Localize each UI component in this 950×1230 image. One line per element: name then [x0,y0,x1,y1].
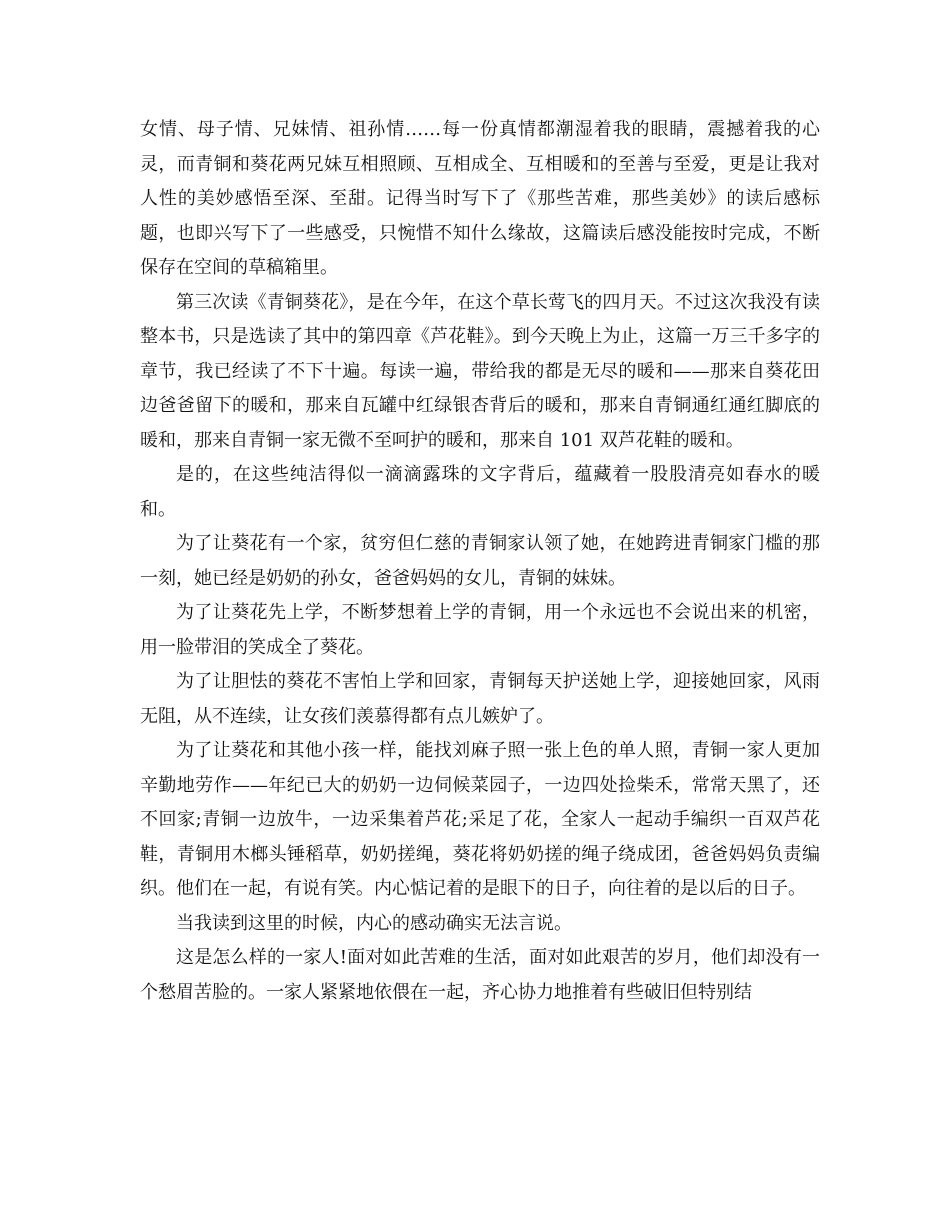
paragraph-1: 女情、母子情、兄妹情、祖孙情……每一份真情都潮湿着我的眼睛，震撼着我的心灵，而青铜和葵花两兄妹互相照顾、互相成全、互相暖和的至善与至爱，更是让我对人性的美妙感悟至深、至甜。记得当时写下了《那些苦难，那些美妙》的读后感标题，也即兴写下了一些感受，只惋惜不知什么缘故，这篇读后感没能按时完成，不断保存在空间的草稿箱里。 [140,119,820,278]
paragraph-5: 为了让葵花先上学，不断梦想着上学的青铜，用一个永远也不会说出来的机密，用一脸带泪的笑成全了葵花。 [140,602,820,658]
paragraph-7: 为了让葵花和其他小孩一样，能找刘麻子照一张上色的单人照，青铜一家人更加辛勤地劳作——年纪已大的奶奶一边伺候菜园子，一边四处捡柴禾，常常天黑了，还不回家;青铜一边放牛，一边采集着芦花;采足了花，全家人一起动手编织一百双芦花鞋，青铜用木榔头锤稻草，奶奶搓绳，葵花将奶奶搓的绳子绕成团，爸爸妈妈负责编织。他们在一起，有说有笑。内心惦记着的是眼下的日子，向往着的是以后的日子。 [140,740,820,899]
paragraph-8: 当我读到这里的时候，内心的感动确实无法言说。 [176,912,572,934]
document-body [140,113,820,1010]
paragraph-6: 为了让胆怯的葵花不害怕上学和回家，青铜每天护送她上学，迎接她回家，风雨无阻，从不连续，让女孩们羡慕得都有点儿嫉妒了。 [140,671,820,727]
paragraph-4: 为了让葵花有一个家，贫穷但仁慈的青铜家认领了她，在她跨进青铜家门槛的那一刻，她已经是奶奶的孙女，爸爸妈妈的女儿，青铜的妹妹。 [140,533,820,589]
paragraph-3: 是的，在这些纯洁得似一滴滴露珠的文字背后，蕴藏着一股股清亮如春水的暖和。 [140,464,820,520]
paragraph-9: 这是怎么样的一家人!面对如此苦难的生活，面对如此艰苦的岁月，他们却没有一个愁眉苦脸的。一家人紧紧地依偎在一起，齐心协力地推着有些破旧但特别结 [140,947,820,1003]
paragraph-2: 第三次读《青铜葵花》，是在今年，在这个草长莺飞的四月天。不过这次我没有读整本书，只是选读了其中的第四章《芦花鞋》。到今天晚上为止，这篇一万三千多字的章节，我已经读了不下十遍。每读一遍，带给我的都是无尽的暖和——那来自葵花田边爸爸留下的暖和，那来自瓦罐中红绿银杏背后的暖和，那来自青铜通红通红脚底的暖和，那来自青铜一家无微不至呵护的暖和，那来自 101 双芦花鞋的暖和。 [140,291,820,451]
